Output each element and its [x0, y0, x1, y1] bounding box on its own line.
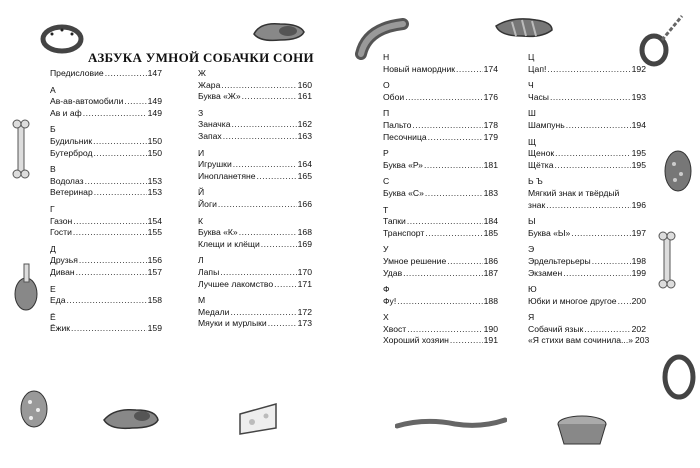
section-letter: Ф — [383, 284, 390, 295]
section-letter: Б — [50, 124, 56, 135]
dot-leader — [424, 160, 483, 172]
dot-leader — [563, 268, 630, 280]
entry-title: Песочница — [383, 131, 427, 142]
entry-title: Удав — [383, 267, 403, 278]
toc-section — [383, 284, 498, 307]
entry-title: Хвост — [383, 323, 407, 334]
entry-title: Запах — [198, 130, 222, 141]
entry-title: Будильник — [50, 135, 93, 146]
toc-section — [528, 108, 646, 131]
dog-bowl-icon — [554, 410, 610, 450]
page-number: 154 — [147, 215, 162, 226]
section-letter: Ю — [528, 284, 537, 295]
dot-leader — [93, 136, 147, 148]
page-number: 163 — [297, 130, 312, 141]
toc-entry[interactable] — [383, 335, 498, 347]
dot-leader — [230, 307, 296, 319]
page-number: 198 — [631, 255, 646, 266]
dot-leader — [618, 296, 631, 308]
toc-section — [383, 108, 498, 143]
dot-leader — [76, 267, 147, 279]
dot-leader — [397, 296, 482, 308]
toc-entry[interactable] — [50, 68, 162, 80]
page-number: 159 — [147, 323, 162, 334]
toc-section — [528, 176, 646, 211]
dot-leader — [403, 268, 483, 280]
dot-leader — [261, 239, 297, 251]
toc-column-4 — [528, 52, 650, 352]
dot-leader — [412, 120, 482, 132]
toc-section — [50, 85, 162, 120]
section-letter: Я — [528, 312, 535, 323]
toc-entry[interactable] — [50, 187, 162, 199]
entry-title: Хороший хозяин — [383, 335, 449, 346]
page-number: 191 — [483, 335, 498, 346]
entry-title: Друзья — [50, 255, 78, 266]
toc-title: АЗБУКА УМНОЙ СОБАЧКИ СОНИ — [88, 50, 314, 65]
page-number: 147 — [147, 68, 162, 78]
entry-title: Цап! — [528, 63, 547, 74]
toc-entry[interactable] — [198, 239, 312, 251]
toc-section — [198, 108, 312, 143]
dot-leader — [571, 228, 630, 240]
sausage-slice-icon — [662, 148, 694, 194]
dot-leader — [93, 148, 146, 160]
entry-title: Клещи и клёщи — [198, 238, 260, 249]
page-number: 184 — [483, 216, 498, 227]
entry-title: Собачий язык — [528, 323, 584, 334]
section-letter: М — [198, 295, 206, 306]
toc-entry[interactable] — [383, 216, 498, 228]
entry-title: Пальто — [383, 119, 412, 130]
page-number: 178 — [483, 119, 498, 130]
page-number: 157 — [147, 266, 162, 277]
toc-entry[interactable] — [528, 228, 646, 240]
section-letter: Ш — [528, 108, 536, 119]
stick-icon — [395, 412, 507, 434]
toc-entry[interactable] — [383, 296, 498, 308]
entry-title: Щенок — [528, 148, 555, 159]
section-letter: Ц — [528, 52, 535, 62]
page-number: 174 — [483, 63, 498, 74]
toc-entry[interactable] — [383, 120, 498, 132]
toc-entry[interactable] — [528, 256, 646, 268]
entry-title: Фу! — [383, 295, 397, 306]
toc-entry[interactable] — [383, 160, 498, 172]
sliced-ball-icon — [18, 388, 50, 430]
toc-section — [528, 312, 650, 347]
page-number: 195 — [631, 159, 646, 170]
dot-leader — [555, 160, 631, 172]
dot-leader — [428, 132, 483, 144]
page-number: 176 — [483, 91, 498, 102]
bone-icon — [656, 230, 678, 290]
page-number: 172 — [297, 306, 312, 317]
dot-leader — [218, 199, 297, 211]
bone-icon — [10, 118, 32, 180]
page-number: 183 — [483, 187, 498, 198]
toc-entry[interactable] — [528, 148, 646, 160]
toc-section — [50, 284, 162, 307]
slipper-striped-icon — [492, 14, 556, 40]
page-number: 149 — [147, 96, 162, 107]
dot-leader — [425, 228, 482, 240]
toc-entry[interactable] — [198, 171, 312, 183]
entry-title: Ветеринар — [50, 187, 93, 198]
section-letter: Ж — [198, 68, 206, 78]
page-number: 164 — [297, 159, 312, 170]
dot-leader — [67, 295, 147, 307]
section-letter: Щ — [528, 136, 537, 147]
page-number: 197 — [631, 227, 646, 238]
toc-entry[interactable] — [198, 80, 312, 92]
toc-section — [198, 255, 312, 290]
section-letter: Й — [198, 187, 205, 198]
toc-entry[interactable] — [528, 92, 646, 104]
toc-entry[interactable] — [198, 91, 312, 103]
section-letter: Н — [383, 52, 390, 62]
dot-leader — [221, 80, 296, 92]
toc-entry[interactable] — [198, 131, 312, 143]
dot-leader — [447, 256, 482, 268]
page-number: 195 — [631, 148, 646, 159]
toc-section — [528, 52, 646, 75]
toc-entry[interactable] — [198, 199, 312, 211]
entry-title: Газон — [50, 215, 73, 226]
page-number: 188 — [483, 295, 498, 306]
entry-title: Буква «Ж» — [198, 91, 241, 102]
toc-section — [50, 312, 162, 335]
entry-title: Умное решение — [383, 255, 447, 266]
dot-leader — [407, 216, 483, 228]
entry-title: Жара — [198, 79, 221, 90]
toc-section — [383, 205, 498, 240]
toc-section — [528, 137, 646, 172]
entry-title: Мягкий знак и твёрдый — [528, 187, 620, 198]
entry-title: Шампунь — [528, 119, 565, 130]
toc-entry[interactable] — [198, 159, 312, 171]
entry-title: Буква «Ы» — [528, 227, 571, 238]
slipper-icon — [100, 402, 162, 432]
dot-leader — [73, 227, 147, 239]
page-number: 185 — [483, 227, 498, 238]
page-number: 150 — [147, 147, 162, 158]
entry-title: Предисловие — [50, 68, 104, 78]
dot-leader — [566, 120, 631, 132]
section-letter: Д — [50, 243, 56, 254]
section-letter: Ы — [528, 216, 536, 227]
toc-entry[interactable] — [528, 335, 650, 347]
dot-leader — [546, 200, 630, 212]
page-number: 165 — [297, 170, 312, 181]
toc-entry[interactable] — [528, 268, 646, 280]
page-number: 153 — [147, 187, 162, 198]
toc-section — [198, 295, 312, 330]
toc-entry[interactable] — [528, 200, 646, 212]
toc-entry[interactable] — [528, 64, 646, 76]
toc-section — [383, 244, 498, 279]
toc-section — [50, 68, 162, 80]
section-letter: А — [50, 84, 56, 95]
dog-collar-icon — [40, 22, 84, 56]
toc-entry[interactable] — [50, 267, 162, 279]
entry-title: Лапы — [198, 266, 220, 277]
page-number: 168 — [297, 227, 312, 238]
entry-title: Игрушки — [198, 159, 232, 170]
page-number: 193 — [631, 91, 646, 102]
entry-title: Гости — [50, 227, 72, 238]
page-number: 162 — [297, 119, 312, 130]
toc-section — [383, 312, 498, 347]
section-letter: Ь Ъ — [528, 176, 543, 187]
entry-title: Буква «К» — [198, 227, 238, 238]
entry-title: Бутерброд — [50, 147, 93, 158]
section-letter: Ё — [50, 311, 56, 322]
section-letter: Е — [50, 283, 56, 294]
toc-column-3 — [383, 52, 498, 352]
toc-entry[interactable] — [50, 176, 162, 188]
toc-entry[interactable] — [50, 295, 162, 307]
dot-leader — [94, 187, 147, 199]
toc-entry[interactable] — [383, 188, 498, 200]
toc-section — [198, 216, 312, 251]
section-letter: П — [383, 108, 390, 119]
dot-leader — [268, 318, 297, 330]
page-number: 194 — [631, 119, 646, 130]
page-number: 156 — [147, 255, 162, 266]
dot-leader — [405, 92, 482, 104]
dot-leader — [85, 176, 147, 188]
dot-leader — [83, 108, 147, 120]
toc-section — [383, 176, 498, 199]
entry-title: Обои — [383, 91, 405, 102]
toc-entry[interactable] — [383, 256, 498, 268]
entry-title: Новый намордник — [383, 63, 456, 74]
dot-leader — [450, 335, 483, 347]
entry-title: Ав-ав-автомобили — [50, 96, 124, 107]
toc-section — [198, 148, 312, 183]
section-letter: У — [383, 244, 389, 255]
page-number: 149 — [147, 107, 162, 118]
toc-section — [50, 124, 162, 159]
toc-entry[interactable] — [528, 324, 646, 336]
drumstick-icon — [12, 262, 42, 314]
page-number: 200 — [631, 295, 646, 306]
toc-column-2 — [198, 68, 312, 335]
dot-leader — [584, 324, 630, 336]
section-letter: О — [383, 80, 390, 91]
dot-leader — [547, 64, 630, 76]
page-number: 203 — [634, 335, 650, 346]
dot-leader — [79, 255, 147, 267]
toc-entry[interactable] — [50, 96, 162, 108]
page-number: 202 — [631, 323, 646, 334]
section-letter: С — [383, 176, 390, 187]
entry-title: Юбки и многое другое — [528, 295, 617, 306]
dot-leader — [592, 256, 631, 268]
entry-title: Щётка — [528, 159, 554, 170]
section-letter: Л — [198, 255, 204, 266]
page-number: 166 — [297, 198, 312, 209]
toc-section — [50, 244, 162, 279]
dog-collar-icon — [660, 352, 698, 402]
entry-title: Транспорт — [383, 227, 425, 238]
page-number: 192 — [631, 63, 646, 74]
page-number: 181 — [483, 159, 498, 170]
toc-entry[interactable] — [528, 188, 646, 200]
page-number: 199 — [631, 267, 646, 278]
page-number: 196 — [631, 199, 646, 210]
dot-leader — [555, 148, 631, 160]
toc-entry[interactable] — [383, 92, 498, 104]
dot-leader — [257, 171, 297, 183]
section-letter: Ч — [528, 80, 534, 91]
toc-section — [528, 284, 646, 307]
entry-title: «Я стихи вам сочинила...» — [528, 335, 633, 346]
toc-section — [50, 204, 162, 239]
section-letter: Э — [528, 244, 535, 255]
entry-title: Буква «Р» — [383, 159, 423, 170]
entry-title: знак — [528, 199, 546, 210]
dot-leader — [73, 216, 146, 228]
entry-title: Заначка — [198, 119, 231, 130]
dot-leader — [223, 131, 297, 143]
toc-section — [383, 80, 498, 103]
entry-title: Буква «С» — [383, 187, 424, 198]
slipper-icon — [250, 18, 308, 44]
page-number: 169 — [297, 238, 312, 249]
page-number: 155 — [147, 227, 162, 238]
section-letter: Г — [50, 203, 55, 214]
toc-entry[interactable] — [50, 136, 162, 148]
entry-title: Экзамен — [528, 267, 563, 278]
leash-chain-icon — [636, 10, 690, 68]
dot-leader — [232, 119, 297, 131]
page-number: 186 — [483, 255, 498, 266]
page-number: 158 — [147, 295, 162, 306]
toc-entry[interactable] — [198, 279, 312, 291]
dot-leader — [71, 323, 147, 335]
toc-section — [528, 80, 646, 103]
toc-entry[interactable] — [198, 267, 312, 279]
page-number: 161 — [297, 91, 312, 102]
toc-entry[interactable] — [198, 119, 312, 131]
entry-title: Инопланетяне — [198, 170, 256, 181]
toc-column-1 — [50, 68, 162, 340]
toc-section — [383, 148, 498, 171]
entry-title: Еда — [50, 295, 66, 306]
toc-section — [528, 244, 646, 279]
entry-title: Диван — [50, 266, 75, 277]
page-number: 179 — [483, 131, 498, 142]
section-letter: К — [198, 215, 204, 226]
section-letter: Х — [383, 312, 389, 323]
toc-entry[interactable] — [50, 148, 162, 160]
entry-title: Тапки — [383, 216, 406, 227]
dot-leader — [407, 324, 482, 336]
dot-leader — [425, 188, 483, 200]
entry-title: Эрдельтерьеры — [528, 255, 591, 266]
page-number: 171 — [297, 278, 312, 289]
dot-leader — [456, 64, 483, 76]
entry-title: Часы — [528, 91, 549, 102]
toc-entry[interactable] — [50, 323, 162, 335]
toc-entry[interactable] — [198, 227, 312, 239]
toc-section — [50, 164, 162, 199]
sausage-icon — [355, 18, 413, 60]
toc-entry[interactable] — [50, 227, 162, 239]
dot-leader — [220, 267, 296, 279]
toc-entry[interactable] — [528, 296, 646, 308]
page-number: 150 — [147, 135, 162, 146]
section-letter: И — [198, 147, 205, 158]
dot-leader — [124, 96, 146, 108]
toc-entry[interactable] — [50, 255, 162, 267]
cheese-icon — [236, 398, 280, 438]
toc-entry[interactable] — [198, 307, 312, 319]
dot-leader — [105, 68, 147, 80]
entry-title: Ав и аф — [50, 107, 82, 118]
dot-leader — [550, 92, 631, 104]
section-letter: Р — [383, 148, 389, 159]
entry-title: Медали — [198, 306, 230, 317]
dot-leader — [233, 159, 297, 171]
entry-title: Водолаз — [50, 175, 84, 186]
section-letter: Т — [383, 204, 389, 215]
toc-section — [198, 68, 312, 103]
toc-entry[interactable] — [198, 318, 312, 330]
page-number: 153 — [147, 175, 162, 186]
page-number: 187 — [483, 267, 498, 278]
entry-title: Ёжик — [50, 323, 71, 334]
dot-leader — [239, 227, 297, 239]
toc-section — [528, 216, 646, 239]
page-number: 173 — [297, 318, 312, 329]
entry-title: Лучшее лакомство — [198, 278, 274, 289]
page-number: 190 — [483, 323, 498, 334]
dot-leader — [274, 279, 296, 291]
entry-title: Йоги — [198, 198, 217, 209]
toc-entry[interactable] — [383, 268, 498, 280]
dot-leader — [242, 91, 297, 103]
section-letter: З — [198, 107, 204, 118]
section-letter: В — [50, 164, 56, 175]
toc-section — [198, 187, 312, 210]
toc-entry[interactable] — [50, 216, 162, 228]
page-number: 170 — [297, 266, 312, 277]
toc-entry[interactable] — [528, 120, 646, 132]
page-number: 160 — [297, 79, 312, 90]
toc-entry[interactable] — [50, 108, 162, 120]
toc-entry[interactable] — [528, 160, 646, 172]
toc-entry[interactable] — [383, 324, 498, 336]
toc-entry[interactable] — [383, 228, 498, 240]
toc-entry[interactable] — [383, 132, 498, 144]
toc-entry[interactable] — [383, 64, 498, 76]
entry-title: Мяуки и мурлыки — [198, 318, 267, 329]
